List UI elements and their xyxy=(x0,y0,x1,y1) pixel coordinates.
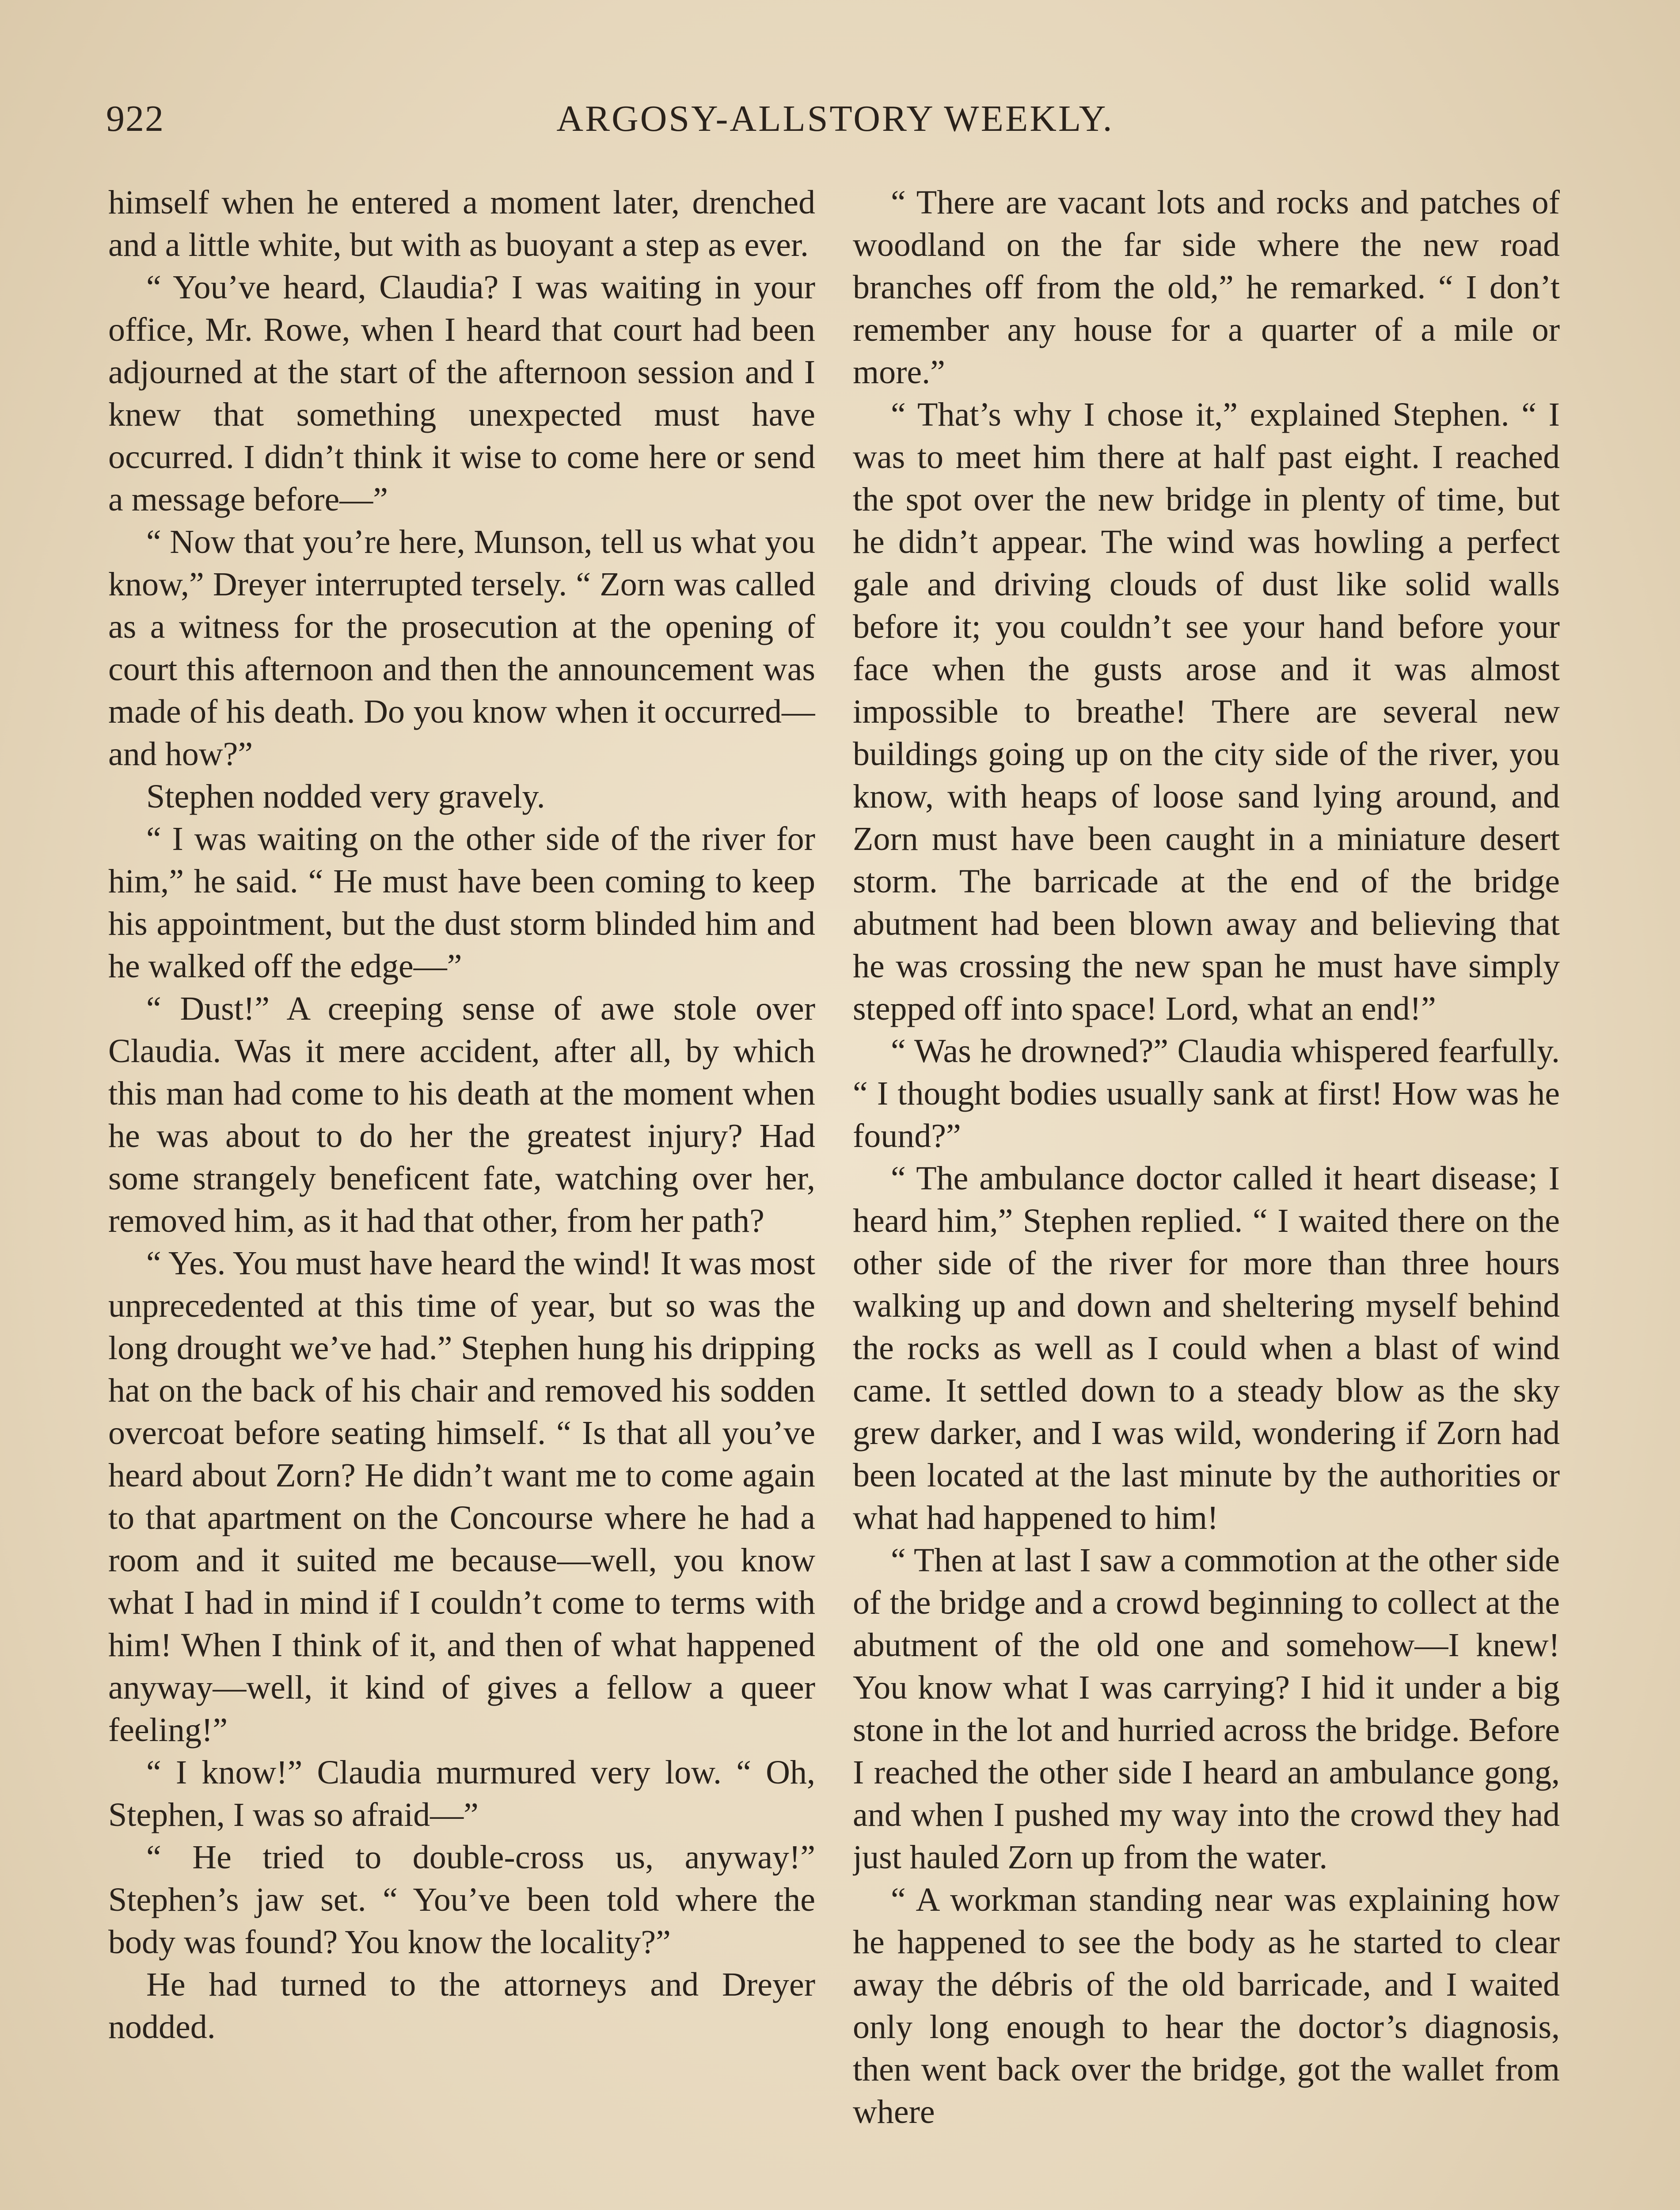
paragraph: “ That’s why I chose it,” explained Stephen. “ I was to meet him there at half past eight. I reached the spot over the new bridge in plenty of time, but he didn’t appear. The wind was howling a perfect gale and driving clouds of dust like solid walls before it; you couldn’t see your hand before your face when the gusts arose and it was almost impossible to breathe! There are several new buildings going up on the city side of the river, you know, with heaps of loose sand lying around, and Zorn must have been caught in a miniature desert storm. The barricade at the end of the bridge abutment had been blown away and believing that he was crossing the new span he must have simply stepped off into space! Lord, what an end!” xyxy=(853,396,1560,1027)
paragraph: “ You’ve heard, Claudia? I was waiting in your office, Mr. Rowe, when I heard that court had been adjourned at the start of the afternoon session and I knew that something unexpected must have occurred. I didn’t think it wise to come here or send a message before—” xyxy=(108,269,815,518)
paragraph: “ I was waiting on the other side of the river for him,” he said. “ He must have been coming to keep his appointment, but the dust storm blinded him and he walked off the edge—” xyxy=(108,820,815,985)
running-title: ARGOSY-ALLSTORY WEEKLY. xyxy=(556,98,1114,139)
right-column xyxy=(853,181,1560,2210)
page-number: 922 xyxy=(106,98,164,139)
paragraph: “ There are vacant lots and rocks and patches of woodland on the far side where the new road branches off from the old,” he remarked. “ I don’t remember any house for a quarter of a mile or more.” xyxy=(853,184,1560,391)
paragraph: “ I know!” Claudia murmured very low. “ Oh, Stephen, I was so afraid—” xyxy=(108,1754,815,1833)
paragraph: Stephen nodded very gravely. xyxy=(146,778,545,815)
paragraph: himself when he entered a moment later, drenched and a little white, but with as buoyant a step as ever. xyxy=(108,184,815,263)
left-column xyxy=(108,181,815,2210)
page-header xyxy=(106,97,1564,146)
paragraph: “ Dust!” A creeping sense of awe stole over Claudia. Was it mere accident, after all, by which this man had come to his death at the moment when he was about to do her the greatest injury? Had some strangely beneficent fate, watching over her, removed him, as it had that other, from her path? xyxy=(108,990,815,1239)
paragraph: “ Then at last I saw a commotion at the other side of the bridge and a crowd beginning to collect at the abutment of the old one and somehow—I knew! You know what I was carrying? I hid it under a big stone in the lot and hurried across the bridge. Before I reached the other side I heard an ambulance gong, and when I pushed my way into the crowd they had just hauled Zorn up from the water. xyxy=(853,1542,1560,1876)
paragraph: “ Now that you’re here, Munson, tell us what you know,” Dreyer interrupted tersely. “ Zorn was called as a witness for the prosecution at the opening of court this afternoon and then the announcement was made of his death. Do you know when it occurred—and how?” xyxy=(108,523,815,773)
paragraph: “ He tried to double-cross us, anyway!” Stephen’s jaw set. “ You’ve been told where the body was found? You know the locality?” xyxy=(108,1839,815,1961)
paragraph: He had turned to the attorneys and Dreyer nodded. xyxy=(108,1966,815,2046)
paragraph: “ The ambulance doctor called it heart disease; I heard him,” Stephen replied. “ I waited there on the other side of the river for more than three hours walking up and down and sheltering myself behind the rocks as well as I could when a blast of wind came. It settled down to a steady blow as the sky grew darker, and I was wild, wondering if Zorn had been located at the last minute by the authorities or what had happened to him! xyxy=(853,1160,1560,1536)
paragraph: “ Was he drowned?” Claudia whispered fearfully. “ I thought bodies usually sank at first! How was he found?” xyxy=(853,1033,1560,1155)
paragraph: “ A workman standing near was explaining how he happened to see the body as he started to clear away the débris of the old barricade, and I waited only long enough to hear the doctor’s diagnosis, then went back over the bridge, got the wallet from where xyxy=(853,1881,1560,2130)
paragraph: “ Yes. You must have heard the wind! It was most unprecedented at this time of year, but so was the long drought we’ve had.” Stephen hung his dripping hat on the back of his chair and removed his sodden overcoat before seating himself. “ Is that all you’ve heard about Zorn? He didn’t want me to come again to that apartment on the Concourse where he had a room and it suited me because—well, you know what I had in mind if I couldn’t come to terms with him! When I think of it, and then of what happened anyway—well, it kind of gives a fellow a queer feeling!” xyxy=(108,1245,815,1749)
